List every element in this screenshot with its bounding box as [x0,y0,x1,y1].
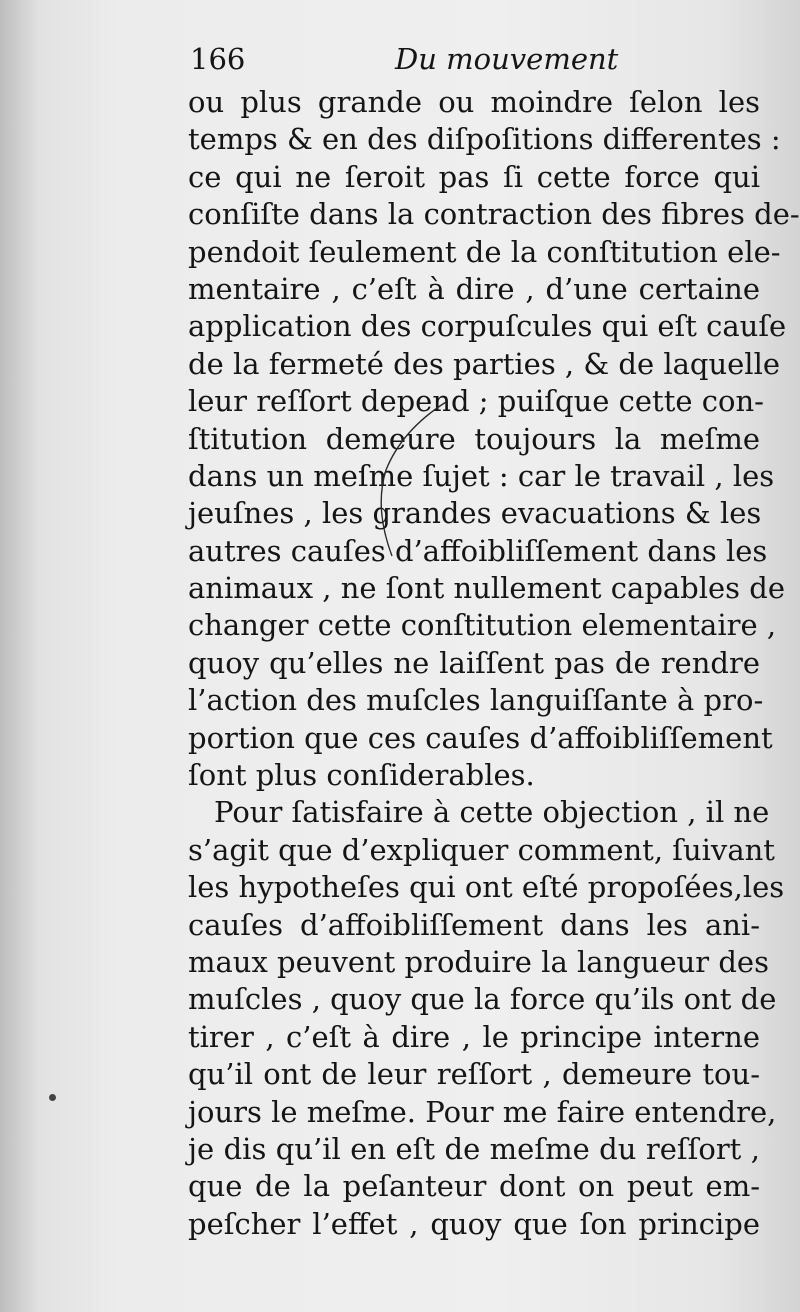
running-title: Du mouvement [395,42,619,76]
text-line: animaux , ne ſont nullement capables de [188,571,786,606]
text-line: les hypotheſes qui ont eſté propoſées,les [188,870,785,905]
text-line: Pour ſatisfaire à cette objection , il ne [214,795,770,830]
text-line: ſont plus conſiderables. [188,758,535,793]
text-line: portion que ces cauſes d’affoibliſſement [188,720,773,755]
text-line: l’action des muſcles languiſſante à pro- [188,683,764,718]
text-line: leur reſſort depend ; puiſque cette con- [188,384,764,419]
text-line: ou plus grande ou moindre ſelon les [188,85,760,119]
text-line: mentaire , c’eſt à dire , d’une certaine [188,271,760,306]
text-line: je dis qu’il en eſt de meſme du reſſort , [188,1131,760,1166]
text-line: maux peuvent produire la langueur des [188,944,769,979]
text-line: de la fermeté des parties , & de laquelle [188,346,781,381]
text-line: cauſes d’affoibliſſement dans les ani- [188,907,760,942]
text-line: tirer , c’eſt à dire , le principe interne [188,1019,760,1054]
text-line: peſcher l’effet , quoy que ſon principe [188,1206,760,1241]
text-line: ce qui ne ſeroit pas ſi cette force qui [188,159,760,194]
text-line: changer cette conſtitution elementaire , [188,608,777,643]
text-line: conſiſte dans la contraction des fibres de- [188,197,800,232]
text-line: ſtitution demeure toujours la meſme [188,421,760,456]
text-line: jeuſnes , les grandes evacuations & les [188,496,762,531]
text-line: muſcles , quoy que la force qu’ils ont de [188,982,777,1017]
page-number: 166 [190,42,246,76]
text-line: application des corpuſcules qui eſt cauſe [188,309,787,344]
ink-spot [49,1094,56,1101]
text-line: que de la peſanteur dont on peut em- [188,1169,760,1204]
text-line: temps & en des diſpoſitions differentes : [188,122,781,157]
text-line: pendoit ſeulement de la conſtitution ele- [188,234,781,269]
text-line: jours le meſme. Pour me faire entendre, [188,1094,777,1129]
text-line: autres cauſes d’affoibliſſement dans les [188,533,768,568]
text-line: s’agit que d’expliquer comment, ſuivant [188,832,775,867]
text-line: qu’il ont de leur reſſort , demeure tou- [188,1057,760,1092]
text-line: quoy qu’elles ne laiſſent pas de rendre [188,645,760,680]
text-line: dans un meſme ſujet : car le travail , les [188,458,775,493]
